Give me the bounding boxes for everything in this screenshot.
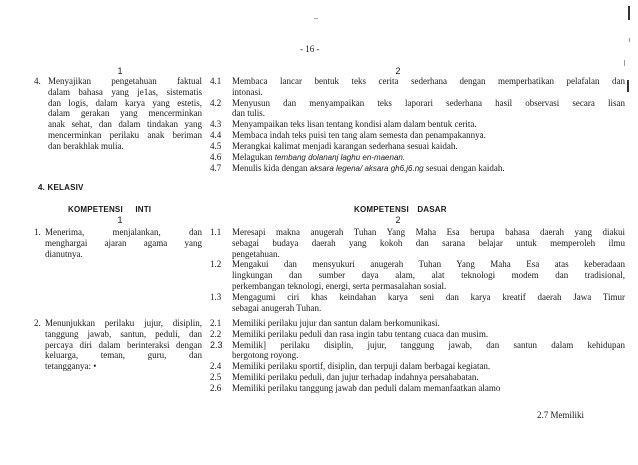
ki-line: anak sehat, dan dalam tindakan yang (48, 119, 202, 130)
kd-line: Memiliki perilaku tanggung jawab dan peduli dalam memanfaatkan alamo (232, 382, 501, 393)
ki-line: tanggung jawab, santun, peduli, dan (45, 328, 202, 339)
page-carry-over: 2.7 Memiliki (537, 410, 584, 420)
kd-italic-text: aksara legena/ aksara gh6.j6.ng (309, 164, 424, 174)
scan-mark-top (628, 6, 630, 20)
scan-mark-lower (624, 60, 625, 66)
kd-line: bergotong royong. (232, 350, 299, 361)
ki-line: Menerima, menjalankan, dan (45, 227, 202, 237)
kd-list-2 (210, 318, 625, 394)
kd-line: intonasi. (232, 86, 263, 97)
kd-number: 4.6 (210, 151, 222, 162)
kd-column-number: 2 (395, 215, 401, 225)
ki-item-number: 4. (34, 76, 41, 86)
kd-line: Merangkai kalimat menjadi karangan sederhana sesuai kaidah. (232, 140, 458, 151)
kd-number: 1.1 (210, 227, 222, 237)
kd-item-2-4 (210, 361, 625, 372)
kd-item-2-1 (210, 318, 625, 329)
kd-item-4-4 (210, 130, 625, 141)
ki-line: dan berakhlak mulia. (48, 140, 124, 151)
kd-list-1 (210, 227, 625, 313)
page-number: - 16 - (300, 44, 320, 54)
kd-number: 1.3 (210, 291, 222, 302)
scan-mark-bottom (627, 80, 629, 92)
kd-number: 2.4 (210, 361, 222, 372)
kd-item-2-2 (210, 329, 625, 340)
kd-line: lingkungan dan sumber daya alam, alat teknologi modem dan tradisional, (232, 270, 625, 281)
ki-line: dalam bahasa yang je1as, sistematis (48, 86, 202, 97)
kd-item-4-3 (210, 119, 625, 130)
kd-text: Melagukan (232, 151, 275, 162)
section-title: 4. KELASIV (38, 183, 84, 192)
kd-number: 4.5 (210, 140, 222, 151)
ki-line: dan logis, dalam karya yang estetis, (48, 97, 202, 108)
kd-line: pengetahuan. (232, 248, 280, 259)
kd-number: 2.5 (210, 371, 222, 382)
kd-line: Membaca lancar bentuk teks cerita sederhana dengan memperhatikan pelafalan dan (232, 76, 625, 86)
ki-line: dalam gerakan yang mencerminkan (48, 108, 202, 119)
kd-item-4-1 (210, 76, 625, 98)
kd-line: perkembangan teknologi, energi, serta permasalahan sosial. (232, 280, 447, 291)
kd-number: 1.2 (210, 259, 222, 270)
kd-line: Mengakui dan mensyukuri anugerah Tuhan Yang Maha Esa atas keberadaan (232, 259, 625, 270)
ki-item-2 (45, 318, 202, 372)
kd-line: dan tulis. (232, 108, 265, 119)
kd-line (232, 163, 625, 175)
ki-column-number: 1 (117, 215, 123, 225)
ki-item-number: 1. (34, 227, 41, 237)
kd-number: 2.2 (210, 328, 222, 339)
kd-line: sebagai budaya daerah yang kokoh dan sarana belajar untuk memperoleh ilmu (232, 237, 625, 248)
kd-item-2-6 (210, 383, 625, 394)
kd-line: Meresapi makna anugerah Tuhan Yang Maha Esa berupa bahasa daerah yang diakui (232, 227, 625, 237)
ki-item-4 (48, 76, 202, 152)
ki-line: mencerminkan perilaku anak beriman (48, 129, 202, 140)
kd-list-section3 (210, 76, 625, 175)
ki-line: Menunjukkan perilaku jujur, disiplin, (45, 318, 202, 328)
kd-item-4-7 (210, 163, 625, 175)
kd-item-1-2 (210, 259, 625, 291)
ki-line: dianutnya. (45, 248, 83, 259)
kd-line: Membaca indah teks puisi ten tang alam semesta dan penampakannya. (232, 129, 486, 140)
kd-line: Memiliki perilaku sportif, disiplin, dan terpuji dalam berbagai kegiatan. (232, 361, 491, 372)
kd-item-2-3 (210, 340, 625, 362)
kd-line: Memilik] perilaku disiplin, jujur, tanggung jawab, dan santun dalam kehidupan (232, 339, 625, 350)
kd-header: KOMPETENSI DASAR (354, 205, 447, 214)
kd-text: Menulis kida dengan (232, 163, 310, 174)
kd-column-number: 2 (395, 66, 401, 76)
kd-number: 4.2 (210, 97, 222, 108)
ki-item-1 (45, 227, 202, 259)
kd-item-1-3 (210, 292, 625, 314)
kd-number: 2.6 (210, 382, 222, 393)
kd-line: Memiliki perilaku peduli, dan jujur terhadap indahnya persahabatan. (232, 371, 479, 382)
kd-number: 4.4 (210, 129, 222, 140)
kd-number: 2.1 (210, 318, 222, 328)
kd-line: Mengagumi ciri khas keindahan karya seni dan karya kreatif daerah Jawa Timur (232, 291, 625, 302)
kd-line: Menyusun dan menyampaikan teks laporari sederhana hasil observasi secara lisan (232, 97, 625, 108)
ki-item-number: 2. (34, 318, 41, 328)
ki-line: percaya diri dalam berinteraksi dengan (45, 339, 202, 350)
kd-text: sesuai dengan kaidah. (423, 163, 505, 174)
ki-column-number: 1 (117, 66, 123, 76)
kd-item-4-6 (210, 152, 625, 164)
scan-mark-middle (629, 38, 630, 42)
kd-number: 2.3 (210, 339, 223, 350)
kd-line: Memiliki perilaku peduli dan rasa ingin tabu tentang cuaca dan musim. (232, 328, 489, 339)
ki-line: menghargai ajaran agama yang (45, 237, 202, 248)
kd-line: Menyampaikan teks lisan tentang kondisi alam dalam bentuk cerita. (232, 119, 477, 130)
kd-item-1-1 (210, 227, 625, 259)
ki-line: keluarga, teman, guru, dan (45, 350, 202, 361)
kd-item-2-5 (210, 372, 625, 383)
top-mark: .. (314, 12, 318, 21)
kd-number: 4.3 (210, 119, 222, 130)
kd-number: 4.1 (210, 76, 222, 86)
ki-header: KOMPETENSI INTI (68, 205, 152, 214)
kd-line: Memiliki perilaku jujur dan santun dalam berkomunikasi. (232, 318, 440, 328)
ki-line: Menyajikan pengetahuan faktual (48, 76, 202, 86)
kd-italic-text: tembang dolananj laghu en-maenan. (274, 152, 406, 162)
kd-line (232, 152, 625, 164)
kd-item-4-2 (210, 98, 625, 120)
kd-item-4-5 (210, 141, 625, 152)
kd-number: 4.7 (210, 163, 222, 174)
ki-line: tetangganya: • (45, 361, 97, 372)
kd-line: sebagai anugerah Tuhan. (232, 302, 322, 313)
